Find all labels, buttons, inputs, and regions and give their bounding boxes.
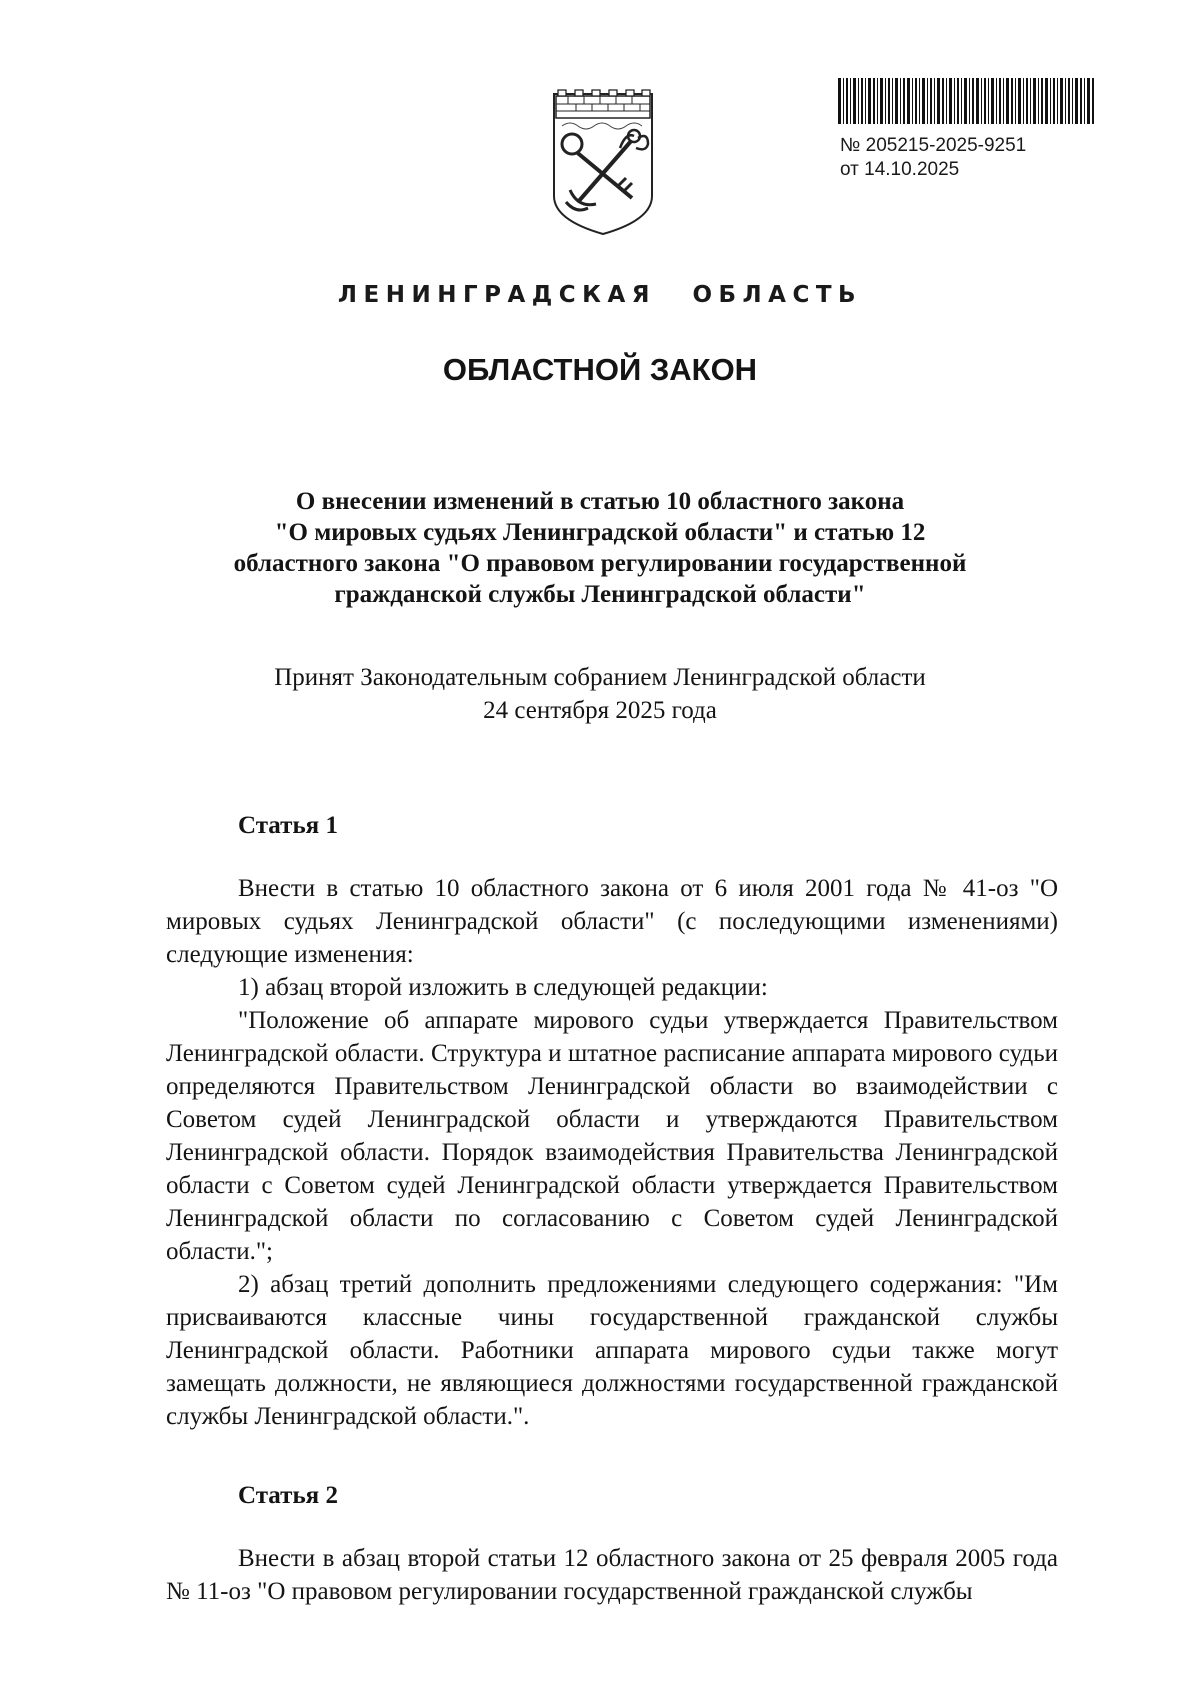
coat-of-arms-icon (548, 86, 658, 236)
adoption-line: Принят Законодательным собранием Ленинградской области (274, 664, 926, 691)
article-1-body (166, 872, 1058, 1433)
article-2-body (166, 1542, 1058, 1608)
law-title-line: "О мировых судьях Ленинградской области" и статью 12 (274, 519, 926, 546)
registration-block (838, 78, 1108, 182)
article-1-paragraph: "Положение об аппарате мирового судьи утверждается Правительством Ленинградской области. Структура и штатное расписание аппарата мирового судьи определяются Правительством Ленинградской области во взаимодействии с Советом судей Ленинградской области и утверждаются Правительством Ленинградской области. Порядок взаимодействия Правительства Ленинградской области с Советом судей Ленинградской области утверждается Правительством Ленинградской области по согласованию с Советом судей Ленинградской области."; (166, 1007, 1058, 1265)
law-title-line: О внесении изменений в статью 10 областного закона (295, 488, 905, 515)
article-2-paragraph: Внести в абзац второй статьи 12 областного закона от 25 февраля 2005 года № 11-оз "О правовом регулировании государственной гражданской службы (166, 1545, 1058, 1605)
region-name: ЛЕНИНГРАДСКАЯ ОБЛАСТЬ (337, 282, 863, 308)
registration-date: от 14.10.2025 (840, 159, 960, 180)
article-1-paragraph: Внести в статью 10 областного закона от 6 июля 2001 года № 41-оз "О мировых судьях Ленинградской области" (с последующими изменениями) следующие изменения: (166, 875, 1058, 968)
article-1-heading: Статья 1 (238, 812, 338, 839)
law-title (160, 486, 1040, 610)
article-2-heading: Статья 2 (238, 1482, 338, 1509)
registration-number: № 205215-2025-9251 (840, 135, 1027, 156)
adoption-date: 24 сентября 2025 года (483, 697, 717, 724)
law-title-line: гражданской службы Ленинградской области" (334, 581, 866, 608)
barcode-icon (838, 78, 1094, 124)
document-type: ОБЛАСТНОЙ ЗАКОН (442, 352, 758, 387)
article-1-paragraph: 2) абзац третий дополнить предложениями следующего содержания: "Им присваиваются классные чины государственной гражданской службы Ленинградской области. Работники аппарата мирового судьи также могут замещать должности, не являющиеся должностями государственной гражданской службы Ленинградской области.". (166, 1271, 1058, 1430)
adoption-note (160, 661, 1040, 727)
article-1-paragraph: 1) абзац второй изложить в следующей редакции: (238, 974, 768, 1001)
law-title-line: областного закона "О правовом регулировании государственной (233, 550, 967, 577)
